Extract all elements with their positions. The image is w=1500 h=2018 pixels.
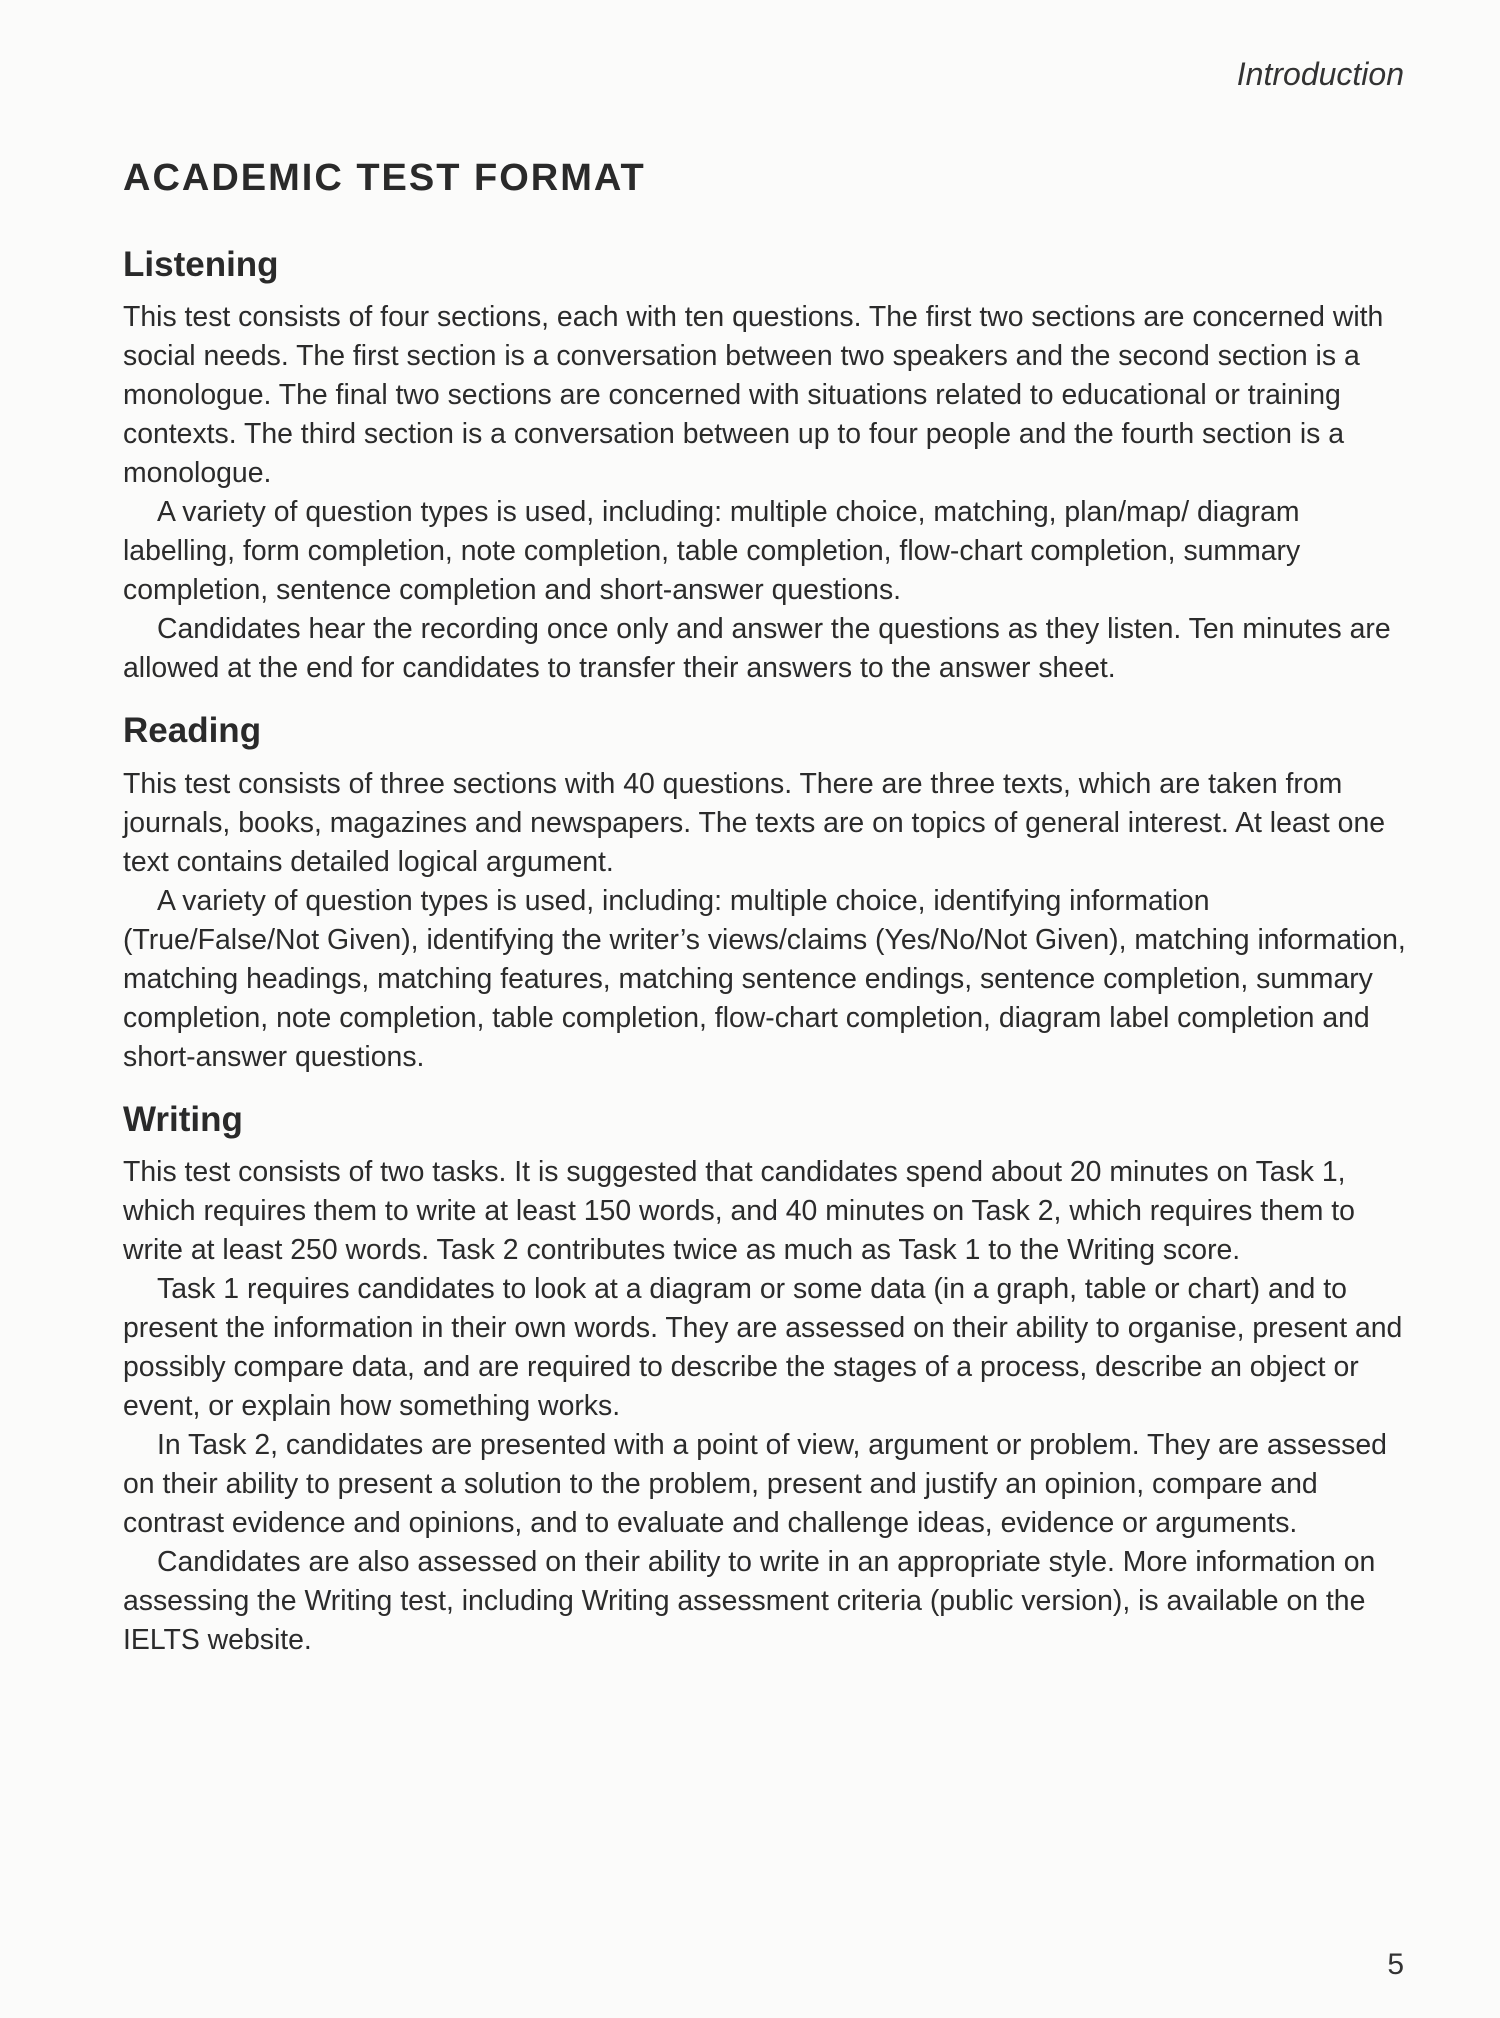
paragraph: This test consists of two tasks. It is suggested that candidates spend about 20 minutes on Task 1, which requires them to write at least 150 words, and 40 minutes on Task 2, which requires them to write at least 250 words. Task 2 contributes twice as much as Task 1 to the Writing score. [123,1156,1355,1267]
page-title: ACADEMIC TEST FORMAT [123,157,646,199]
section-heading: Reading [123,711,262,751]
paragraph: Candidates hear the recording once only and answer the questions as they listen. Ten minutes are allowed at the end for candidates to transfer their answers to the answer sheet. [123,613,1391,685]
page-content [123,158,1413,1684]
section-heading: Listening [123,244,279,284]
paragraph: Task 1 requires candidates to look at a diagram or some data (in a graph, table or chart) and to present the information in their own words. They are assessed on their ability to organise, present and possibly compare data, and are required to describe the stages of a process, describe an object or event, or explain how something works. [123,1273,1403,1423]
paragraph: A variety of question types is used, including: multiple choice, identifying information (True/False/Not Given), identifying the writer’s views/claims (Yes/No/Not Given), matching information, matching headings, matching features, matching sentence endings, sentence completion, summary completion, note completion, table completion, flow-chart completion, diagram label completion and short-answer questions. [123,884,1406,1073]
running-head: Introduction [1236,56,1404,92]
paragraph: Candidates are also assessed on their ability to write in an appropriate style. More information on assessing the Writing test, including Writing assessment criteria (public version), is available on the IELTS website. [123,1546,1376,1657]
paragraph: A variety of question types is used, including: multiple choice, matching, plan/map/ diagram labelling, form completion, note completion, table completion, flow-chart completion, summary completion, sentence completion and short-answer questions. [123,496,1301,607]
paragraph: This test consists of four sections, each with ten questions. The first two sections are concerned with social needs. The first section is a conversation between two speakers and the second section is a monologue. The final two sections are concerned with situations related to educational or training contexts. The third section is a conversation between up to four people and the fourth section is a monologue. [123,301,1384,490]
section-reading [123,712,1413,1077]
paragraph: This test consists of three sections with 40 questions. There are three texts, which are taken from journals, books, magazines and newspapers. The texts are on topics of general interest. At least one text contains detailed logical argument. [123,767,1386,878]
paragraph: In Task 2, candidates are presented with a point of view, argument or problem. They are assessed on their ability to present a solution to the problem, present and justify an opinion, compare and contrast evidence and opinions, and to evaluate and challenge ideas, evidence or arguments. [123,1429,1387,1540]
section-heading: Writing [123,1099,243,1139]
section-listening [123,246,1413,689]
section-writing [123,1101,1413,1661]
page-number: 5 [1387,1948,1404,1981]
